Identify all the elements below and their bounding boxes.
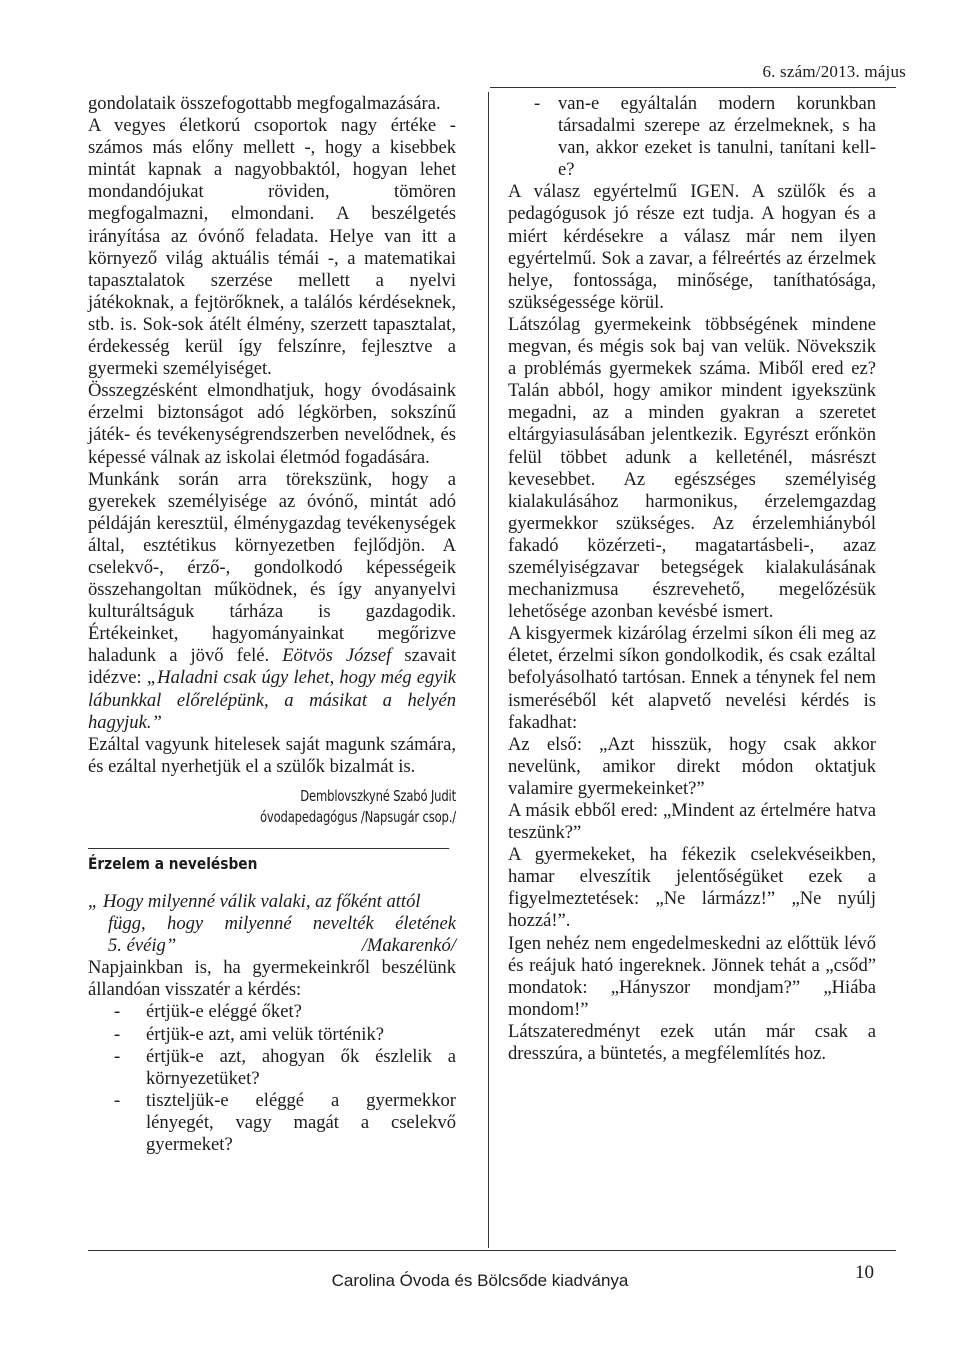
question-list (88, 1001, 456, 1156)
list-item: - értjük-e azt, ami velük történik? (88, 1024, 456, 1046)
closing-paragraph: Ezáltal vagyunk hitelesek saját magunk számára, és ezáltal nyerhetjük el a szülők bizalmát is. (88, 733, 456, 777)
footer-rule (88, 1250, 896, 1251)
motto-line (88, 935, 456, 957)
footer-publication: Carolina Óvoda és Bölcsőde kiadványa (331, 1271, 629, 1290)
paragraph: Összegzésként elmondhatjuk, hogy óvodásaink érzelmi biztonságot adó légkörben, sokszínű játék- és tevékenységrendszerben nevelődnek, és képessé válnak az iskolai életmód fogadására. (88, 380, 456, 468)
paragraph: A másik ebből ered: „Mindent az értelmére hatva teszünk?” (508, 800, 876, 844)
paragraph-text: Munkánk során arra törekszünk, hogy a gyerekek személyisége az óvónő, mintát adó példáján keresztül, élménygazdag tevékenységek által, esztétikus környezetben fejlődjön. A cselekvő-, érző-, gondolkodó képességeik összehangoltan működnek, és így anyanyelvi kulturáltságuk tárháza is gazdagodik. Értékeinket, hagyományainkat megőrizve haladunk a jövő felé. (88, 468, 456, 667)
right-column (508, 93, 876, 1065)
paragraph: A gyermekeket, ha fékezik cselekvéseikben, hamar elveszítik jelentőségüket ezek a figyelmeztetések: „Ne lármázz!” „Ne nyúlj hozzá!”. (508, 844, 876, 932)
page-number: 10 (855, 1262, 874, 1283)
paragraph: A vegyes életkorú csoportok nagy értéke - számos más előny mellett -, hogy a kisebbek mintát kapnak a nagyobbaktól, hogyan lehet mondandójukat röviden, tömören megfogalmazni, elmondani. A beszélgetés irányítása az óvónő feladata. Helye van itt a környező világ aktuális témái -, a matematikai tapasztalatok szerzése mellett a nyelvi játékoknak, a fejtörőknek, a találós kérdéseknek, stb. is. Sok-sok átélt élmény, szerzett tapasztalat, érdekesség kerül így felszínre, fejlesztve a gyermeki személyiséget. (88, 115, 456, 380)
list-item: - van-e egyáltalán modern korunkban társadalmi szerepe az érzelmeknek, s ha van, akkor ezeket is tanulni, tanítani kell-e? (508, 93, 876, 181)
signature (140, 786, 456, 828)
header-rule (490, 87, 896, 88)
motto-word: életének (395, 913, 456, 935)
motto (88, 891, 456, 957)
column-divider (488, 92, 489, 1248)
paragraph: Igen nehéz nem engedelmeskedni az előttük lévő és reájuk ható ingereknek. Jönnek tehát a „csőd” mondatok: „Hányszor mondjam?” „Hiába mondom!” (508, 932, 876, 1020)
paragraph: A kisgyermek kizárólag érzelmi síkon éli meg az életet, érzelmi síkon gondolkodik, és csak ezáltal befolyásolható tartósan. Ennek a ténynek fel nem ismeréséből két alapvető nevelési kérdés is fakadhat: (508, 623, 876, 733)
motto-author: /Makarenkó/ (361, 935, 456, 957)
motto-word: nevelték (312, 913, 374, 935)
motto-word: függ, (108, 913, 146, 935)
paragraph (88, 469, 456, 734)
signature-role: óvodapedagógus /Napsugár csop./ (259, 807, 456, 826)
motto-source-age: 5. évéig” (108, 935, 177, 957)
left-column (88, 93, 456, 1156)
paragraph: Látszólag gyermekeink többségének mindene megvan, és mégis sok baj van velük. Növekszik a problémás gyermekek száma. Miből ered ez? Talán abból, hogy amikor mindent igyekszünk megadni, az a minden gyakran a szeretet eltárgyiasulásában jelentkezik. Egyrészt erőnkön felül többet adunk a kelleténél, másrészt kevesebbet. Az egészséges személyiség kialakulásához harmonikus, érzelemgazdag gyermekkor szükséges. Az érzelemhiányból fakadó közérzeti-, magatartásbeli-, azaz személyiségzavar betegségek kialakulásának mechanizmusa észrevehető, megelőzésük lehetősége azonban kevésbé ismert. (508, 313, 876, 623)
issue-label: 6. szám/2013. május (762, 62, 906, 81)
question-list (508, 93, 876, 181)
paragraph: Az első: „Azt hisszük, hogy csak akkor nevelünk, amikor direkt módon oktatjuk valamire gyermekeinket?” (508, 733, 876, 799)
motto-word: hogy (167, 913, 204, 935)
paragraph: Látszateredményt ezek után már csak a dresszúra, a büntetés, a megfélemlítés hoz. (508, 1020, 876, 1065)
paragraph: A válasz egyértelmű IGEN. A szülők és a pedagógusok jó része ezt tudja. A hogyan és a miért kérdésekre a válasz már nem ilyen egyértelmű. Sok a zavar, a félreértés az érzelmek helye, fontossága, minősége, taníthatósága, szükségessége körül. (508, 181, 876, 313)
quote-text: „Haladni csak úgy lehet, hogy még egyik lábunkkal előrelépünk, a másikat a helyén hagyjuk.” (88, 667, 456, 733)
section-title: Érzelem a nevelésben (88, 848, 449, 875)
motto-line (88, 913, 456, 935)
list-item: - értjük-e azt, ahogyan ők észlelik a környezetüket? (88, 1046, 456, 1090)
paragraph: gondolataik összefogottabb megfogalmazására. (88, 93, 441, 114)
intro-paragraph: Napjainkban is, ha gyermekeinkről beszélünk állandóan visszatér a kérdés: (88, 957, 456, 1001)
list-item: - értjük-e eléggé őket? (88, 1001, 456, 1023)
motto-word: milyenné (224, 913, 292, 935)
signature-name: Demblovszkyné Szabó Judit (300, 786, 456, 805)
quote-verb: szavait idézve: (88, 645, 456, 689)
motto-line: „ Hogy milyenné válik valaki, az főként attól (88, 891, 421, 912)
list-item: - tiszteljük-e eléggé a gyermekkor lényegét, vagy magát a cselekvő gyermeket? (88, 1090, 456, 1156)
quote-author: Eötvös József (282, 645, 392, 667)
